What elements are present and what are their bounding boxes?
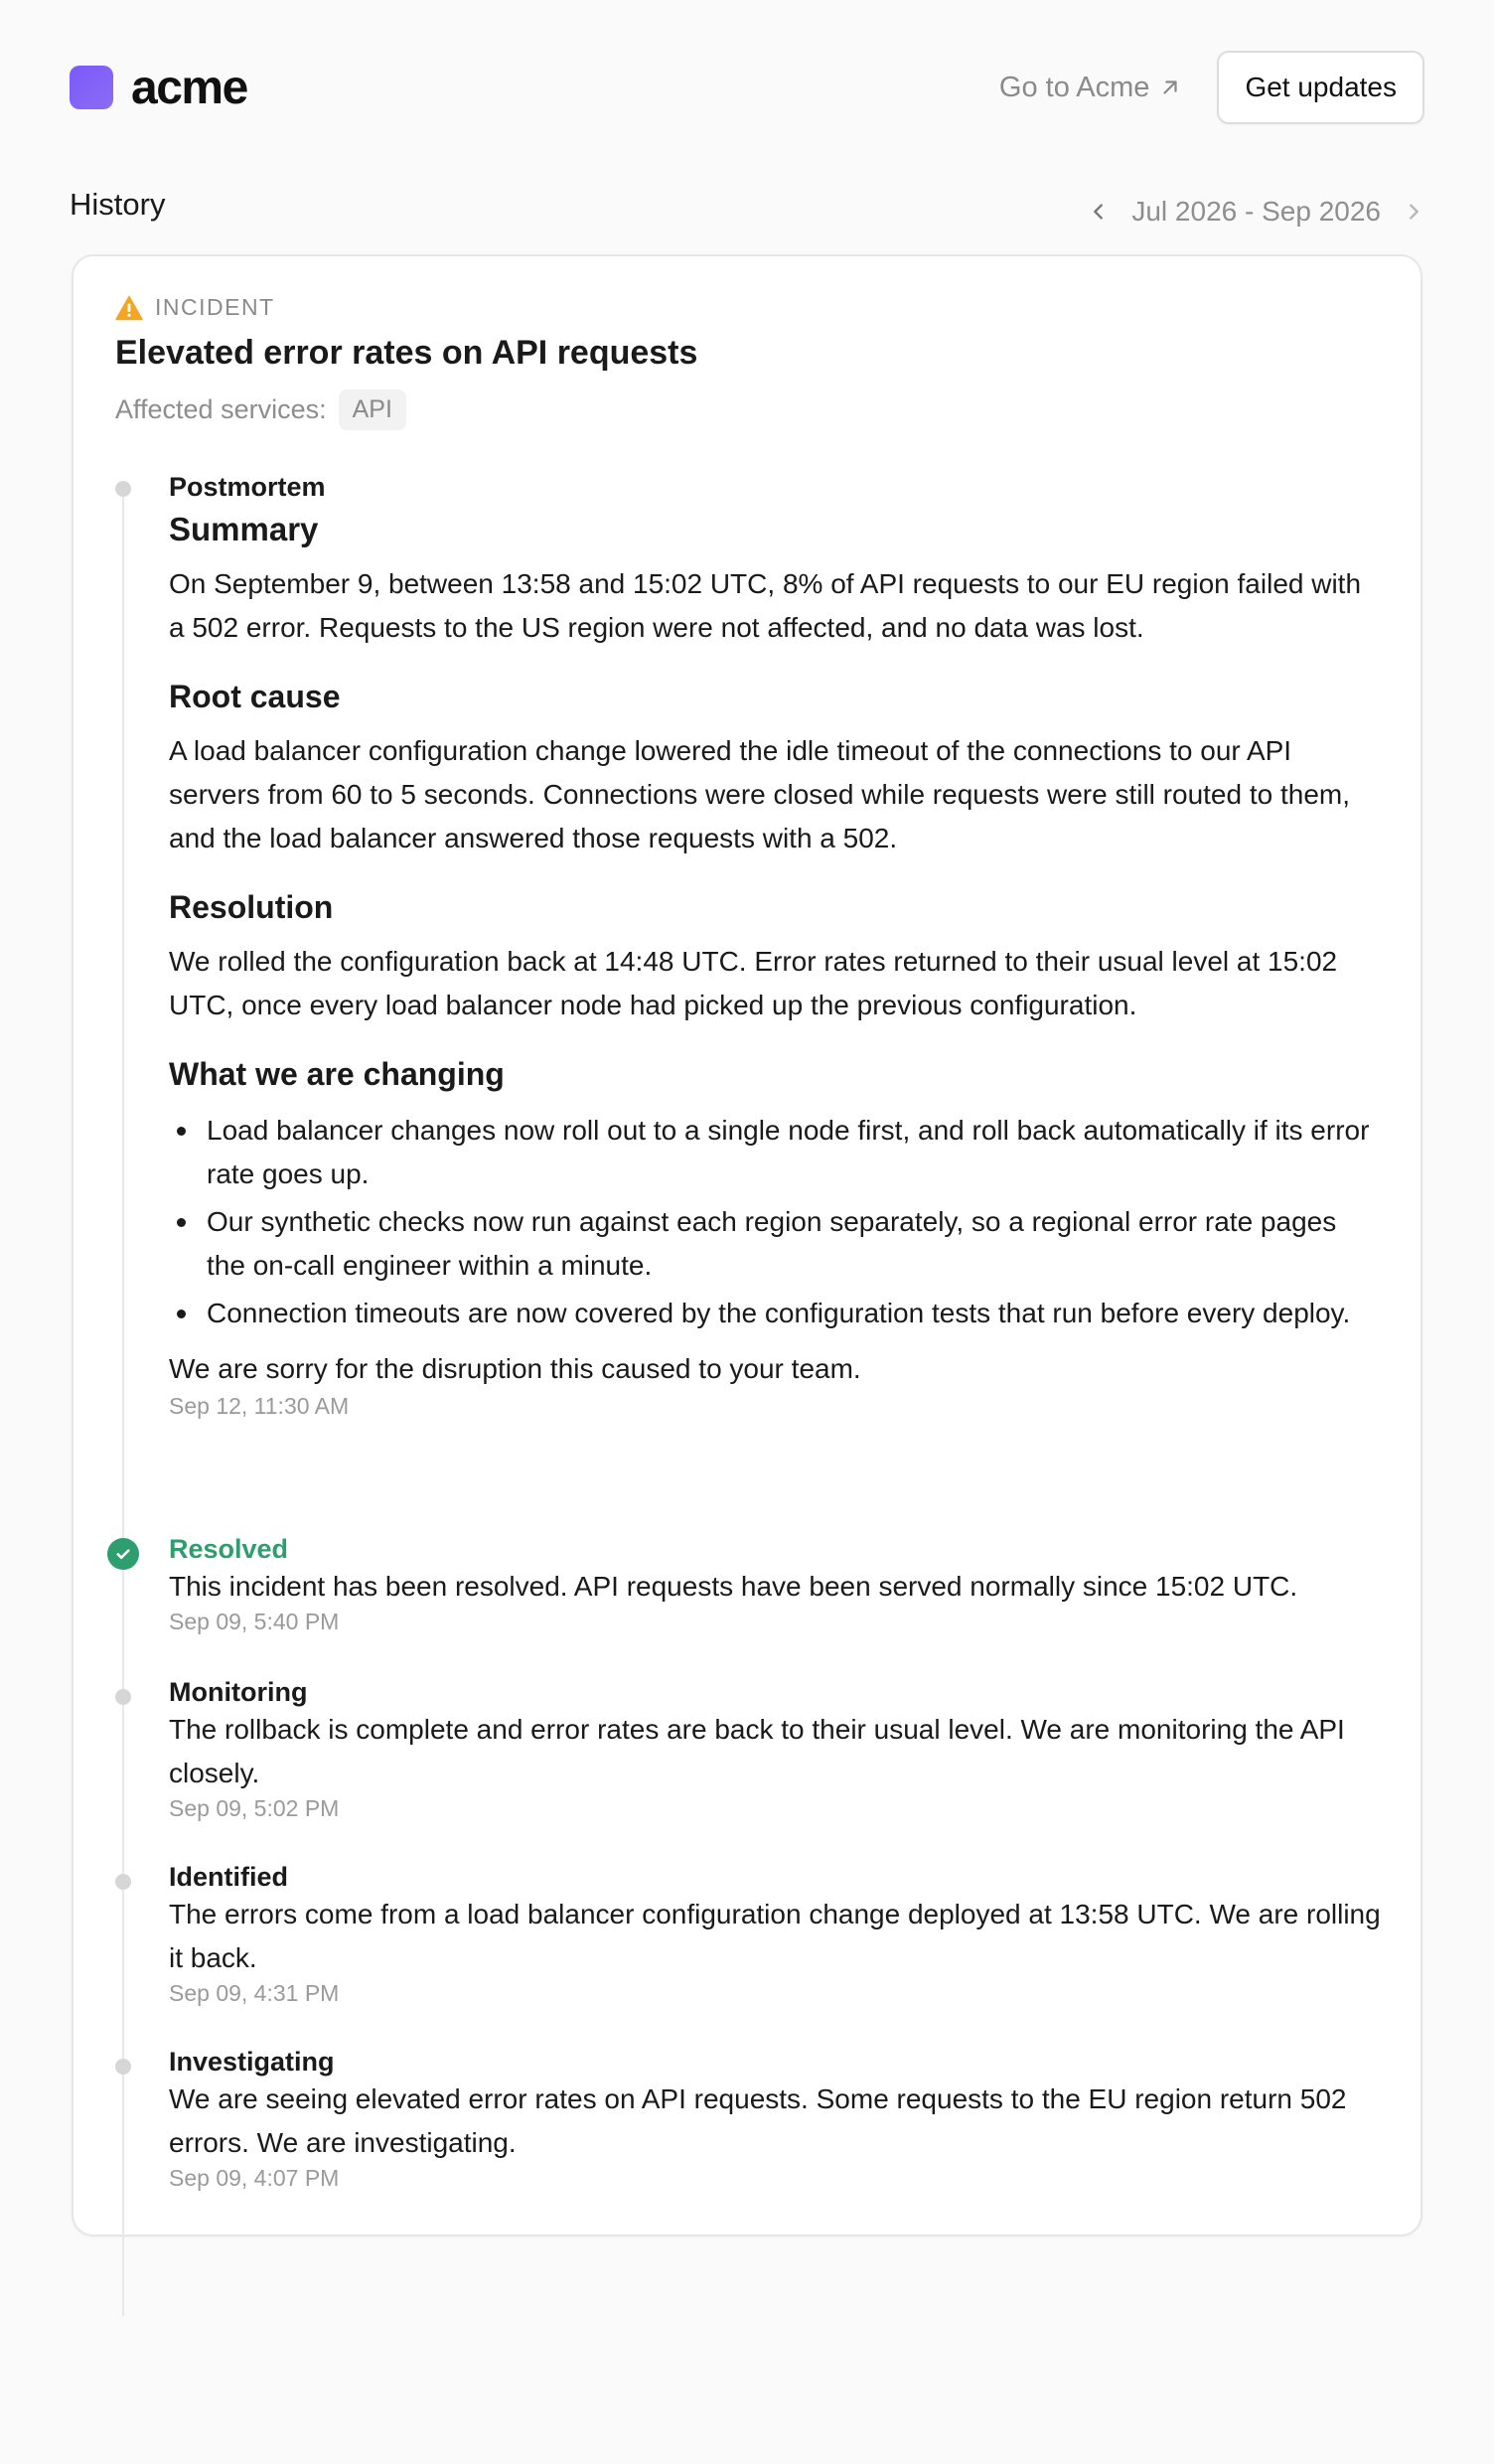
- resolution-heading: Resolution: [169, 889, 334, 925]
- root-cause-text: A load balancer configuration change lowered the idle timeout of the connections to our API servers from 60 to 5 seconds. Connections were closed while requests were still routed to them, and the load balancer answered those requests with a 502.: [169, 735, 1351, 853]
- header-actions: [999, 51, 1424, 124]
- update-timestamp: Sep 09, 5:02 PM: [169, 1795, 340, 1821]
- incident-card: [72, 254, 1422, 2236]
- chevron-left-icon[interactable]: [1088, 201, 1110, 223]
- update-monitoring: [169, 1677, 1381, 1822]
- update-identified: [169, 1862, 1381, 2007]
- list-item: Load balancer changes now roll out to a single node first, and roll back automatically if its error rate goes up.: [169, 1109, 1381, 1196]
- update-resolved: [169, 1534, 1381, 1635]
- update-timestamp: Sep 09, 4:07 PM: [169, 2165, 340, 2191]
- changes-list: [169, 1109, 1381, 1335]
- chevron-right-icon[interactable]: [1403, 201, 1424, 223]
- affected-services-label: Affected services:: [115, 394, 327, 424]
- brand[interactable]: [70, 61, 247, 115]
- summary-heading: Summary: [169, 511, 319, 547]
- timeline-dot: [115, 481, 131, 497]
- warning-triangle-icon: [115, 295, 143, 321]
- update-status: Identified: [169, 1862, 288, 1892]
- closing-text: We are sorry for the disruption this caused to your team.: [169, 1353, 861, 1384]
- update-text: We are seeing elevated error rates on API requests. Some requests to the EU region return 502 errors. We are investigating.: [169, 2083, 1347, 2158]
- postmortem-status: Postmortem: [169, 472, 326, 502]
- update-text: This incident has been resolved. API requests have been served normally since 15:02 UTC.: [169, 1571, 1298, 1602]
- history-row: [70, 177, 1424, 232]
- check-circle-icon: [107, 1538, 139, 1570]
- update-investigating: [169, 2047, 1381, 2192]
- header: [70, 50, 1424, 125]
- root-cause-heading: Root cause: [169, 679, 341, 714]
- update-status: Investigating: [169, 2047, 335, 2077]
- go-to-acme-label: Go to Acme: [998, 71, 1150, 103]
- affected-services: [115, 389, 406, 430]
- get-updates-button[interactable]: Get updates: [1217, 51, 1424, 124]
- history-title: History: [70, 187, 166, 222]
- summary-text: On September 9, between 13:58 and 15:02 UTC, 8% of API requests to our EU region failed with a 502 error. Requests to the US region were not affected, and no data was lost.: [169, 568, 1362, 643]
- postmortem-entry: [169, 467, 1381, 1420]
- postmortem-timestamp: Sep 12, 11:30 AM: [169, 1393, 350, 1419]
- history-range: Jul 2026 - Sep 2026: [1131, 196, 1381, 227]
- list-item: Our synthetic checks now run against each region separately, so a regional error rate pages the on-call engineer within a minute.: [169, 1200, 1381, 1288]
- service-chip-api: API: [339, 389, 406, 430]
- incident-tag-label: INCIDENT: [155, 294, 275, 320]
- incident-title: Elevated error rates on API requests: [115, 334, 698, 372]
- update-timestamp: Sep 09, 5:40 PM: [169, 1609, 340, 1634]
- incident-tag: [115, 294, 275, 321]
- timeline-dot: [115, 2059, 131, 2075]
- go-to-acme-link[interactable]: [999, 72, 1182, 104]
- history-pager: [1088, 196, 1424, 228]
- timeline-dot: [115, 1689, 131, 1705]
- update-text: The rollback is complete and error rates are back to their usual level. We are monitoring the API closely.: [169, 1714, 1345, 1788]
- update-status: Monitoring: [169, 1677, 308, 1707]
- timeline-line: [122, 486, 124, 2316]
- changing-heading: What we are changing: [169, 1056, 505, 1092]
- brand-name: acme: [131, 61, 247, 114]
- brand-logo-icon: [70, 66, 113, 109]
- update-text: The errors come from a load balancer configuration change deployed at 13:58 UTC. We are rolling it back.: [169, 1899, 1381, 1973]
- update-status: Resolved: [169, 1534, 289, 1564]
- arrow-up-right-icon: [1159, 77, 1181, 98]
- update-timestamp: Sep 09, 4:31 PM: [169, 1980, 340, 2006]
- resolution-text: We rolled the configuration back at 14:48 UTC. Error rates returned to their usual level at 15:02 UTC, once every load balancer node had picked up the previous configuration.: [169, 946, 1338, 1020]
- list-item: Connection timeouts are now covered by the configuration tests that run before every deploy.: [169, 1292, 1381, 1335]
- timeline-dot: [115, 1874, 131, 1890]
